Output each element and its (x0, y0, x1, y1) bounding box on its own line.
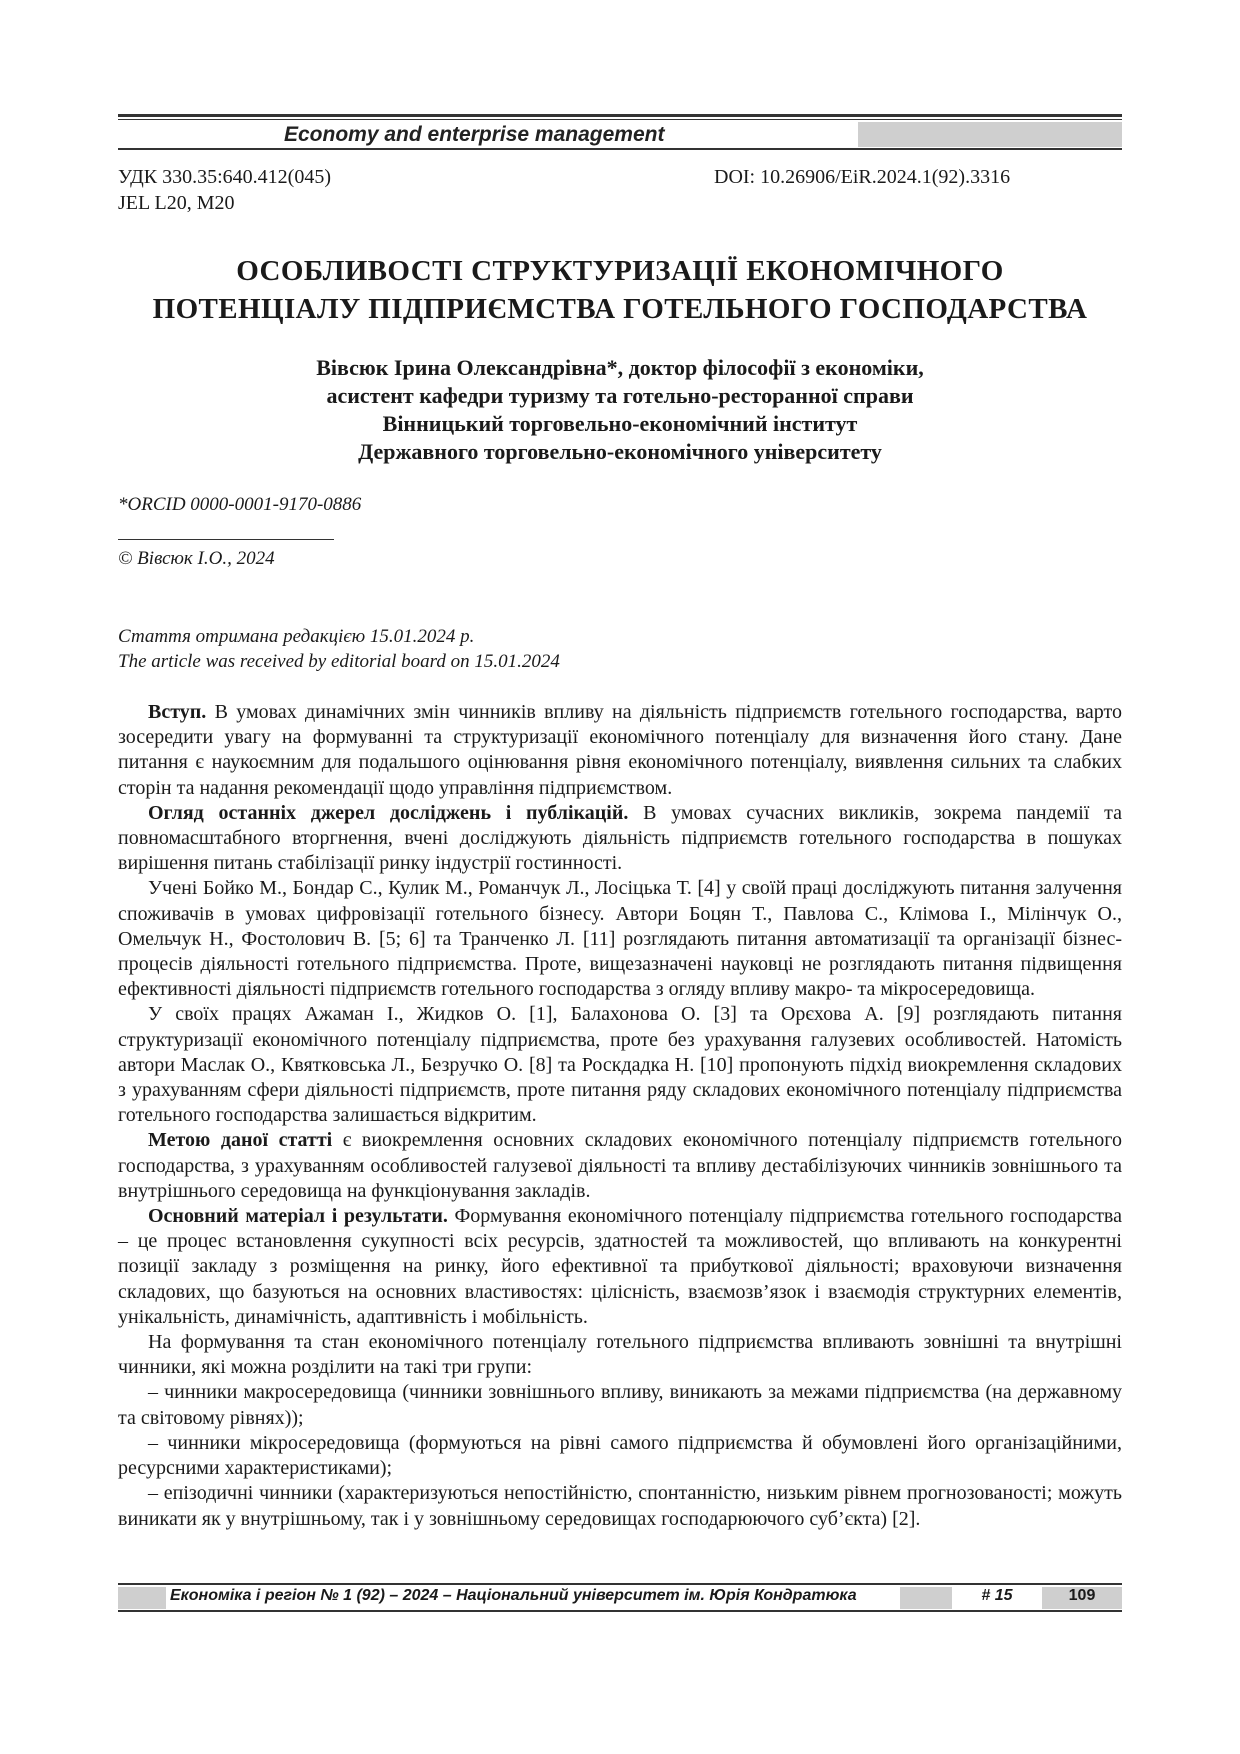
paragraph-4: У своїх працях Ажаман І., Жидков О. [1], Балахонова О. [3] та Орєхова А. [9] розглядають питання структуризації економічного потенціалу підприємства, проте без урахування галузевих особливостей. Натомість автори Маслак О., Квятковська Л., Безручко О. [8] та Роскдадка Н. [10] пропонують підхід виокремлення складових з урахуванням сфери діяльності підприємств, проте питання ряду складових економічного потенціалу підприємства готельного господарства залишається відкритим. (118, 1003, 1122, 1127)
author-line-3: Вінницький торговельно-економічний інститут (382, 411, 858, 436)
paragraph-7: На формування та стан економічного потенціалу готельного підприємства впливають зовнішні та внутрішні чинники, які можна розділити на такі три групи: (118, 1331, 1122, 1379)
list-item-episodic: – епізодичні чинники (характеризуються непостійністю, спонтанністю, низьким рівнем прогнозованості; можуть виникати як у внутрішньому, так і у зовнішньому середовищах господарюючого суб’єкта) [2]. (118, 1482, 1122, 1530)
paragraph-aim: Метою даної статті є виокремлення основних складових економічного потенціалу підприємств готельного господарства, з урахуванням особливостей галузевої діяльності та впливу дестабілізуючих чинників зовнішнього та внутрішнього середовища на функціонування закладів. (118, 1129, 1122, 1202)
received-dates (118, 624, 560, 674)
title-line-1: ОСОБЛИВОСТІ СТРУКТУРИЗАЦІЇ ЕКОНОМІЧНОГО (236, 255, 1004, 287)
footer-gray-mid (900, 1587, 952, 1609)
author-line-2: асистент кафедри туризму та готельно-ресторанної справи (326, 383, 914, 408)
paragraph-intro: Вступ. В умовах динамічних змін чинників впливу на діяльність підприємств готельного господарства, варто зосередити увагу на формуванні та структуризації економічного потенціалу для визначення його стану. Дане питання є наукоємним для подальшого оцінювання рівня економічного потенціалу, виявлення сильних та слабких сторін та надання рекомендації щодо управління підприємством. (118, 701, 1122, 799)
footnote-rule (118, 539, 334, 540)
footer-gray-left (118, 1587, 166, 1609)
heading-results: Основний матеріал і результати. (148, 1205, 448, 1228)
footer-journal: Економіка і регіон № 1 (92) – 2024 – Національний університет ім. Юрія Кондратюка (170, 1587, 857, 1604)
footer-rule (118, 1583, 1122, 1585)
received-en: The article was received by editorial board on 15.01.2024 (118, 651, 560, 672)
list-item-micro: – чинники мікросередовища (формуються на рівні самого підприємства й обумовлені його організаційними, ресурсними характеристиками); (118, 1431, 1122, 1480)
copyright: © Вівсюк І.О., 2024 (118, 548, 275, 569)
author-line-1: Вівсюк Ірина Олександрівна*, доктор філософії з економіки, (316, 355, 924, 380)
udk-code: УДК 330.35:640.412(045) (118, 166, 331, 188)
header-rule (118, 114, 1122, 117)
running-header (118, 122, 1122, 147)
author-line-4: Державного торговельно-економічного університету (358, 439, 882, 464)
page-number: 109 (1042, 1587, 1122, 1609)
received-ua: Стаття отримана редакцією 15.01.2024 р. (118, 626, 475, 647)
running-footer (118, 1587, 1122, 1609)
paragraph-results: Основний матеріал і результати. Формування економічного потенціалу підприємства готельного господарства – це процес встановлення сукупності всіх ресурсів, здатностей та можливостей, що впливають на конкурентні позиції закладу з розміщення на ринку, його ефективної та прибуткової діяльності; враховуючи визначення складових, що базуються на основних властивостях: цілісність, взаємозв’язок і взаємодія структурних елементів, унікальність, динамічність, адаптивність і мобільність. (118, 1205, 1122, 1328)
section-name: Economy and enterprise management (284, 123, 665, 146)
footer-rule-bottom (118, 1610, 1122, 1612)
list-item-macro: – чинники макросередовища (чинники зовнішнього впливу, виникають за межами підприємства (на державному та світовому рівнях)); (118, 1381, 1122, 1429)
header-gray-bar (858, 122, 1122, 147)
paragraph-3: Учені Бойко М., Бондар С., Кулик М., Романчук Л., Лосіцька Т. [4] у своїй праці досліджують питання залучення споживачів в умовах цифровізації готельного бізнесу. Автори Боцян Т., Павлова С., Клімова І., Мілінчук О., Омельчук Н., Фостолович В. [5; 6] та Транченко Л. [11] розглядають питання автоматизації та організації бізнес-процесів діяльності готельного підприємства. Проте, вищезазначені науковці не розглядають питання підвищення ефективності діяльності підприємств готельного господарства з огляду впливу макро- та мікросередовища. (118, 877, 1122, 1001)
jel-code: JEL L20, M20 (118, 192, 235, 214)
author-block (118, 354, 1122, 466)
article-title (118, 252, 1122, 328)
header-rule-bottom (118, 148, 1122, 150)
heading-review: Огляд останніх джерел досліджень і публікацій. (148, 801, 629, 824)
title-line-2: ПОТЕНЦІАЛУ ПІДПРИЄМСТВА ГОТЕЛЬНОГО ГОСПОДАРСТВА (152, 293, 1088, 325)
heading-intro: Вступ. (148, 701, 207, 723)
doi: DOI: 10.26906/EiR.2024.1(92).3316 (714, 166, 1011, 188)
orcid: *ORCID 0000-0001-9170-0886 (118, 494, 362, 515)
header-rule-thin (118, 119, 1122, 120)
heading-aim: Метою даної статті (148, 1129, 333, 1152)
article-body (118, 700, 1122, 1532)
paragraph-review: Огляд останніх джерел досліджень і публікацій. В умовах сучасних викликів, зокрема пандемії та повномасштабного вторгнення, вчені досліджують діяльність підприємств готельного господарства в пошуках вирішення питань стабілізації ринку індустрії гостинності. (118, 801, 1122, 875)
footer-issue: # 15 (981, 1587, 1013, 1604)
